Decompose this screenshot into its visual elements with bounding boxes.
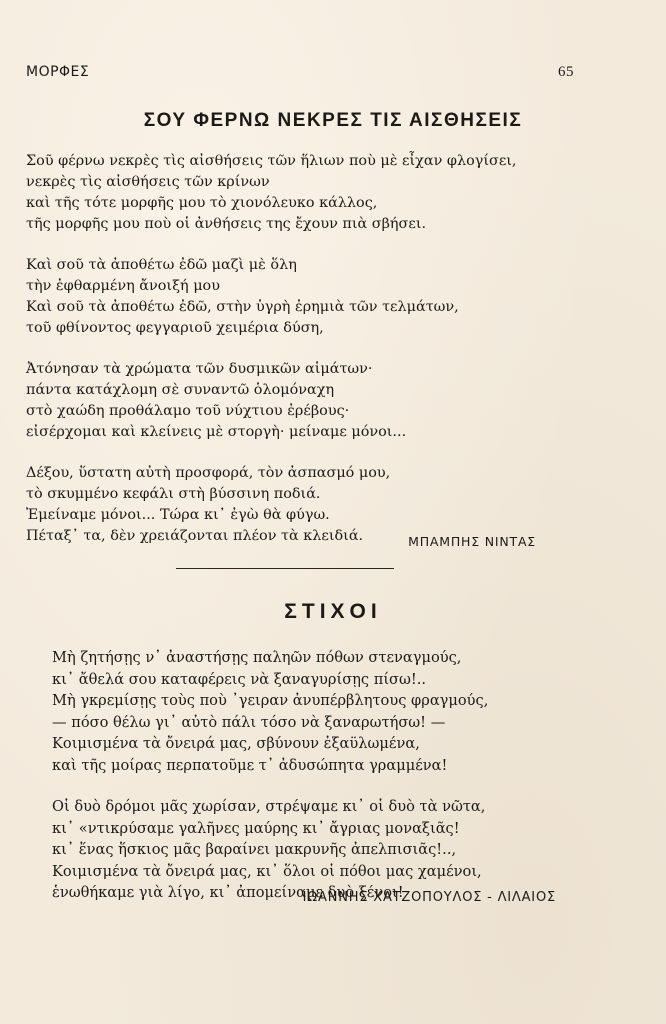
stanza-gap (26, 443, 517, 463)
poem2-body (52, 647, 488, 904)
poem-line: κι᾽ ἕνας ἥσκιος μᾶς βαραίνει μακρυνῆς ἀπελπισιᾶς!.., (52, 841, 457, 858)
poem-line: κι᾽ «ντικρύσαμε γαλῆνες μαύρης κι᾽ ἄγριας μοναξιᾶς! (52, 819, 460, 837)
poem-line: Οἱ δυὸ δρόμοι μᾶς χωρίσαν, στρέψαμε κι᾽ οἱ δυὸ τὰ νῶτα, (52, 798, 486, 815)
poem-line: εἰσέρχομαι καὶ κλείνεις μὲ στοργὴ· μείναμε μόνοι... (26, 424, 407, 440)
poem-line: τὴν ἐφθαρμένη ἄνοιξή μου (26, 278, 220, 294)
stanza-gap (52, 776, 488, 796)
poem-line: Ἀτόνησαν τὰ χρώματα τῶν δυσμικῶν αἱμάτων· (26, 361, 373, 377)
poem-line: νεκρὲς τὶς αἰσθήσεις τῶν κρίνων (26, 174, 270, 190)
poem-line: Καὶ σοῦ τὰ ἀποθέτω ἐδῶ μαζὶ μὲ ὅλη (26, 257, 297, 273)
poem-line: ἑνωθήκαμε γιὰ λίγο, κι᾽ ἀπομείναμε δυὸ ξένοι! (52, 884, 404, 901)
poem1-author: ΜΠΑΜΠΗΣ ΝΙΝΤΑΣ (408, 534, 536, 549)
stanza-gap (26, 339, 517, 359)
poem-line: τοῦ φθίνοντος φεγγαριοῦ χειμέρια δύση, (26, 320, 324, 336)
poem-line: στὸ χαώδη προθάλαμο τοῦ νύχτιου ἐρέβους· (26, 403, 350, 419)
poem-line: Ἐμείναμε μόνοι... Τώρα κι᾽ ἐγὼ θὰ φύγω. (26, 507, 330, 523)
stanza-gap (26, 235, 517, 255)
poem-line: Κοιμισμένα τὰ ὄνειρά μας, κι᾽ ὅλοι οἱ πόθοι μας χαμένοι, (52, 862, 482, 880)
poem-line: — πόσο θέλω γι᾽ αὐτὸ πάλι τόσο νὰ ξαναρωτήσω! — (52, 713, 446, 731)
poem1-title: ΣΟΥ ΦΕΡΝΩ ΝΕΚΡΕΣ ΤΙΣ ΑΙΣΘΗΣΕΙΣ (143, 110, 523, 131)
poem-line: Σοῦ φέρνω νεκρὲς τὶς αἰσθήσεις τῶν ἥλιων ποὺ μὲ εἶχαν φλογίσει, (26, 153, 517, 169)
poem-line: Μὴ γκρεμίσῃς τοὺς ποὺ ᾽γειραν ἀνυπέρβλητους φραγμούς, (52, 692, 489, 709)
page-number: 65 (558, 64, 574, 80)
poem-line: Κοιμισμένα τὰ ὄνειρά μας, σβύνουν ἐξαϋλωμένα, (52, 735, 420, 752)
poem-line: Καὶ σοῦ τὰ ἀποθέτω ἐδῶ, στὴν ὑγρὴ ἐρημιὰ τῶν τελμάτων, (26, 299, 459, 315)
poem-line: καὶ τῆς μοίρας περπατοῦμε τ᾽ ἀδυσώπητα γραμμένα! (52, 756, 448, 774)
poem-line: τὸ σκυμμένο κεφάλι στὴ βύσσινη ποδιά. (26, 486, 321, 502)
poem-line: καὶ τῆς τότε μορφῆς μου τὸ χιονόλευκο κάλλος, (26, 195, 378, 211)
poem-line: κι᾽ ἄθελά σου καταφέρεις νὰ ξαναγυρίσῃς πίσω!.. (52, 670, 427, 688)
running-header (26, 64, 574, 84)
poem2-title: ΣΤΙΧΟΙ (284, 600, 382, 623)
poem2-author: ΙΩΑΝΝΗΣ ΧΑΤΖΟΠΟΥΛΟΣ - ΛΙΛΑΙΟΣ (302, 890, 556, 905)
section-divider (176, 568, 394, 569)
poem-line: τῆς μορφῆς μου ποὺ οἱ ἀνθήσεις της ἔχουν πιὰ σβήσει. (26, 216, 427, 232)
running-title: ΜΟΡΦΕΣ (26, 64, 90, 80)
poem-line: Μὴ ζητήσῃς ν᾽ ἀναστήσῃς παληῶν πόθων στεναγμούς, (52, 649, 462, 666)
poem1-body (26, 151, 517, 547)
poem-line: πάντα κατάχλομη σὲ συναντῶ ὁλομόναχη (26, 382, 335, 398)
poem-line: Δέξου, ὕστατη αὐτὴ προσφορά, τὸν ἀσπασμό μου, (26, 465, 391, 481)
poem-line: Πέταξ᾽ τα, δὲν χρειάζονται πλέον τὰ κλειδιά. (26, 528, 364, 544)
